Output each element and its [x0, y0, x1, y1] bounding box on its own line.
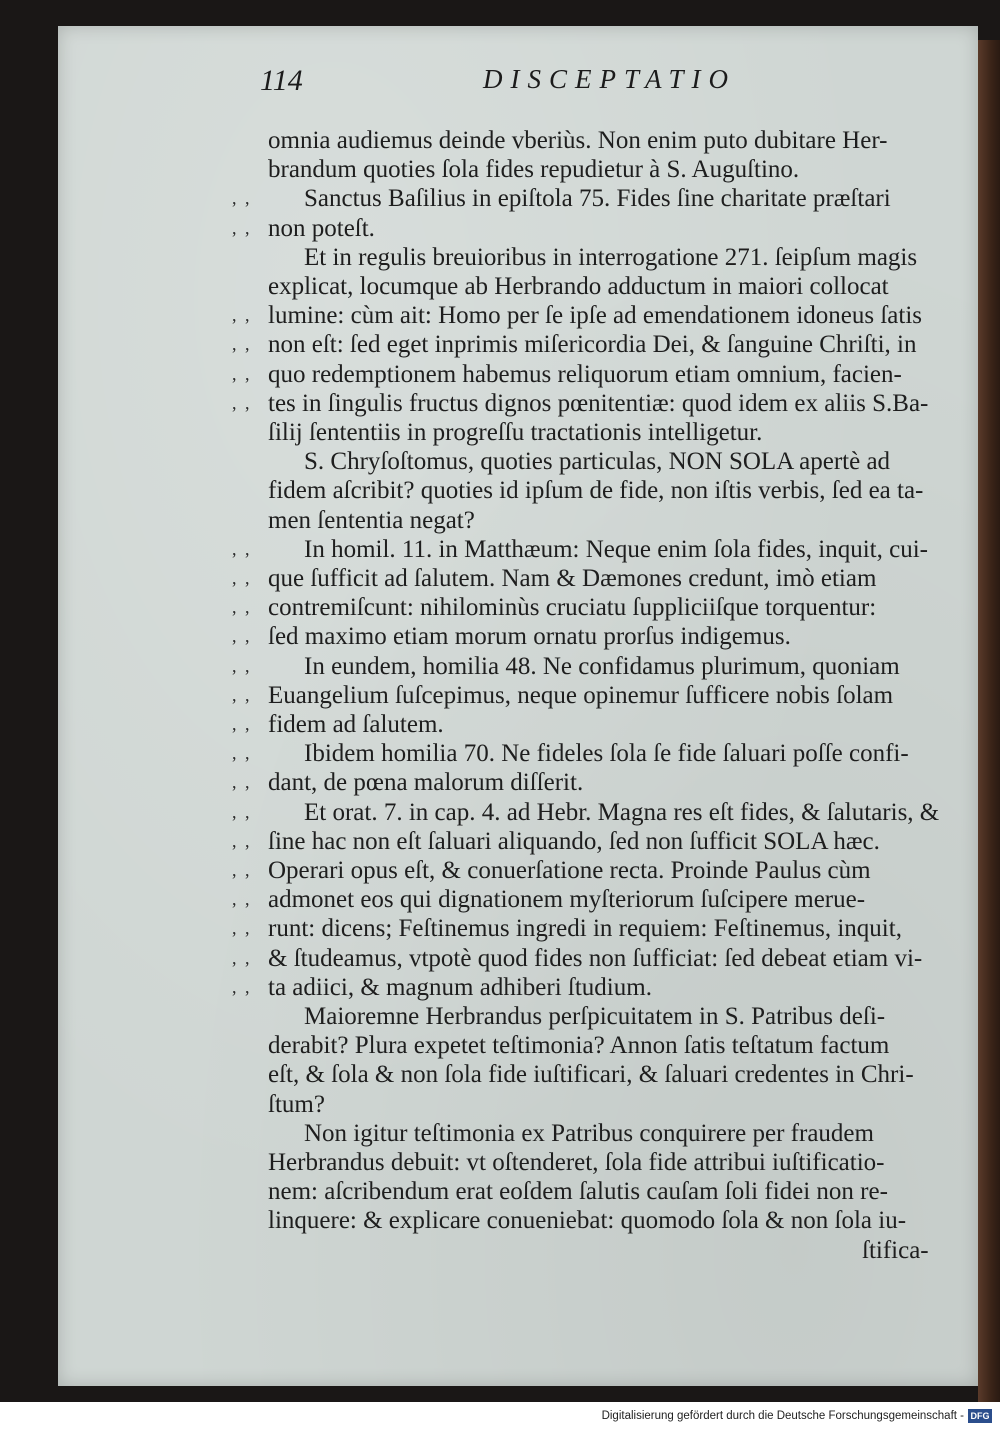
line-text: Herbrandus debuit: vt oſtenderet, ſola fide attribui iuſtificatio-	[268, 1149, 885, 1176]
line-text: explicat, locumque ab Herbrando adductum in maiori collocat	[268, 273, 889, 300]
line-text: nem: aſcribendum erat eoſdem ſalutis cauſam ſoli fidei non re-	[268, 1178, 888, 1205]
line-text: linquere: & explicare conueniebat: quomodo ſola & non ſola iu-	[268, 1207, 907, 1234]
text-line	[0, 739, 1000, 768]
line-text: dant, de pœna malorum diſſerit.	[268, 769, 584, 796]
line-text: ta adiici, & magnum adhiberi ſtudium.	[268, 974, 652, 1001]
text-line	[0, 126, 1000, 155]
text-line	[0, 418, 1000, 447]
quote-mark: , ,	[232, 218, 252, 238]
line-text: ſilij ſententiis in progreſſu tractationis intelligetur.	[268, 419, 763, 446]
quote-mark: , ,	[232, 685, 252, 705]
text-line	[0, 564, 1000, 593]
dfg-logo: DFG	[968, 1409, 992, 1423]
text-line	[0, 914, 1000, 943]
quote-mark: , ,	[232, 393, 252, 413]
funding-credit: Digitalisierung gefördert durch die Deutsche Forschungsgemeinschaft -	[601, 1410, 964, 1422]
text-line	[0, 827, 1000, 856]
line-text: admonet eos qui dignationem myſteriorum ſuſcipere merue-	[268, 886, 866, 913]
line-text: & ſtudeamus, vtpotè quod fides non ſufficiat: ſed debeat etiam vi-	[268, 945, 923, 972]
line-text: ſtum?	[268, 1091, 325, 1118]
quote-mark: , ,	[232, 539, 252, 559]
text-line	[0, 360, 1000, 389]
line-text: Et in regulis breuioribus in interrogatione 271. ſeipſum magis	[304, 244, 918, 271]
catchword-line	[0, 1236, 1000, 1265]
text-line	[0, 885, 1000, 914]
text-line	[0, 1206, 1000, 1235]
line-text: non poteſt.	[268, 215, 375, 242]
quote-mark: , ,	[232, 831, 252, 851]
line-text: quo redemptionem habemus reliquorum etiam omnium, facien-	[268, 361, 902, 388]
text-line	[0, 856, 1000, 885]
catchword: ſtifica-	[862, 1237, 929, 1264]
text-line	[0, 1148, 1000, 1177]
line-text: brandum quoties ſola fides repudietur à S. Auguſtino.	[268, 156, 800, 183]
quote-mark: , ,	[232, 889, 252, 909]
text-line	[0, 593, 1000, 622]
text-line	[0, 622, 1000, 651]
quote-mark: , ,	[232, 743, 252, 763]
line-text: fidem ad ſalutem.	[268, 711, 444, 738]
text-line	[0, 1090, 1000, 1119]
quote-mark: , ,	[232, 772, 252, 792]
text-line	[0, 1060, 1000, 1089]
text-line	[0, 155, 1000, 184]
line-text: derabit? Plura expetet teſtimonia? Annon ſatis teſtatum factum	[268, 1032, 890, 1059]
text-line	[0, 272, 1000, 301]
text-line	[0, 476, 1000, 505]
text-line	[0, 301, 1000, 330]
text-line	[0, 243, 1000, 272]
page-header	[200, 64, 760, 108]
line-text: Maioremne Herbrandus perſpicuitatem in S. Patribus deſi-	[304, 1003, 886, 1030]
text-line	[0, 710, 1000, 739]
text-line	[0, 973, 1000, 1002]
quote-mark: , ,	[232, 364, 252, 384]
quote-mark: , ,	[232, 305, 252, 325]
quote-mark: , ,	[232, 656, 252, 676]
line-text: In homil. 11. in Matthæum: Neque enim ſola fides, inquit, cui-	[304, 536, 928, 563]
text-line	[0, 214, 1000, 243]
quote-mark: , ,	[232, 948, 252, 968]
line-text: Sanctus Baſilius in epiſtola 75. Fides ſine charitate præſtari	[304, 185, 891, 212]
quote-mark: , ,	[232, 860, 252, 880]
text-line	[0, 184, 1000, 213]
text-line	[0, 652, 1000, 681]
line-text: eſt, & ſola & non ſola fide iuſtificari, & ſaluari credentes in Chri-	[268, 1061, 914, 1088]
quote-mark: , ,	[232, 714, 252, 734]
footer-bar	[0, 1402, 1000, 1429]
text-line	[0, 768, 1000, 797]
line-text: tes in ſingulis fructus dignos pœnitentiæ: quod idem ex aliis S.Ba-	[268, 390, 929, 417]
text-line	[0, 1119, 1000, 1148]
running-head: DISCEPTATIO	[483, 64, 736, 94]
line-text: contremiſcunt: nihilominùs cruciatu ſuppliciiſque torquentur:	[268, 594, 877, 621]
line-text: men ſententia negat?	[268, 507, 475, 534]
quote-mark: , ,	[232, 626, 252, 646]
text-line	[0, 447, 1000, 476]
line-text: non eſt: ſed eget inprimis miſericordia Dei, & ſanguine Chriſti, in	[268, 331, 917, 358]
quote-mark: , ,	[232, 802, 252, 822]
quote-mark: , ,	[232, 597, 252, 617]
text-line	[0, 1177, 1000, 1206]
text-line	[0, 389, 1000, 418]
page-number: 114	[260, 64, 303, 97]
line-text: Euangelium ſuſcepimus, neque opinemur ſufficere nobis ſolam	[268, 682, 894, 709]
line-text: Et orat. 7. in cap. 4. ad Hebr. Magna res eſt fides, & ſalutaris, &	[304, 799, 940, 826]
text-line	[0, 1002, 1000, 1031]
quote-mark: , ,	[232, 334, 252, 354]
line-text: runt: dicens; Feſtinemus ingredi in requiem: Feſtinemus, inquit,	[268, 915, 902, 942]
text-line	[0, 681, 1000, 710]
line-text: lumine: cùm ait: Homo per ſe ipſe ad emendationem idoneus ſatis	[268, 302, 923, 329]
line-text: ſine hac non eſt ſaluari aliquando, ſed non ſufficit SOLA hæc.	[268, 828, 880, 855]
quote-mark: , ,	[232, 918, 252, 938]
text-line	[0, 944, 1000, 973]
line-text: ſed maximo etiam morum ornatu prorſus indigemus.	[268, 623, 791, 650]
text-line	[0, 1031, 1000, 1060]
line-text: Non igitur teſtimonia ex Patribus conquirere per fraudem	[304, 1120, 874, 1147]
line-text: que ſufficit ad ſalutem. Nam & Dæmones credunt, imò etiam	[268, 565, 877, 592]
line-text: fidem aſcribit? quoties id ipſum de fide, non iſtis verbis, ſed ea ta-	[268, 477, 924, 504]
text-line	[0, 798, 1000, 827]
text-line	[0, 330, 1000, 359]
line-text: Ibidem homilia 70. Ne fideles ſola ſe fide ſaluari poſſe confi-	[304, 740, 909, 767]
quote-mark: , ,	[232, 977, 252, 997]
text-line	[0, 506, 1000, 535]
line-text: Operari opus eſt, & conuerſatione recta. Proinde Paulus cùm	[268, 857, 871, 884]
line-text: In eundem, homilia 48. Ne confidamus plurimum, quoniam	[304, 653, 900, 680]
line-text: S. Chryſoſtomus, quoties particulas, NON SOLA apertè ad	[304, 448, 891, 475]
quote-mark: , ,	[232, 568, 252, 588]
quote-mark: , ,	[232, 188, 252, 208]
line-text: omnia audiemus deinde vberiùs. Non enim puto dubitare Her-	[268, 127, 888, 154]
text-line	[0, 535, 1000, 564]
